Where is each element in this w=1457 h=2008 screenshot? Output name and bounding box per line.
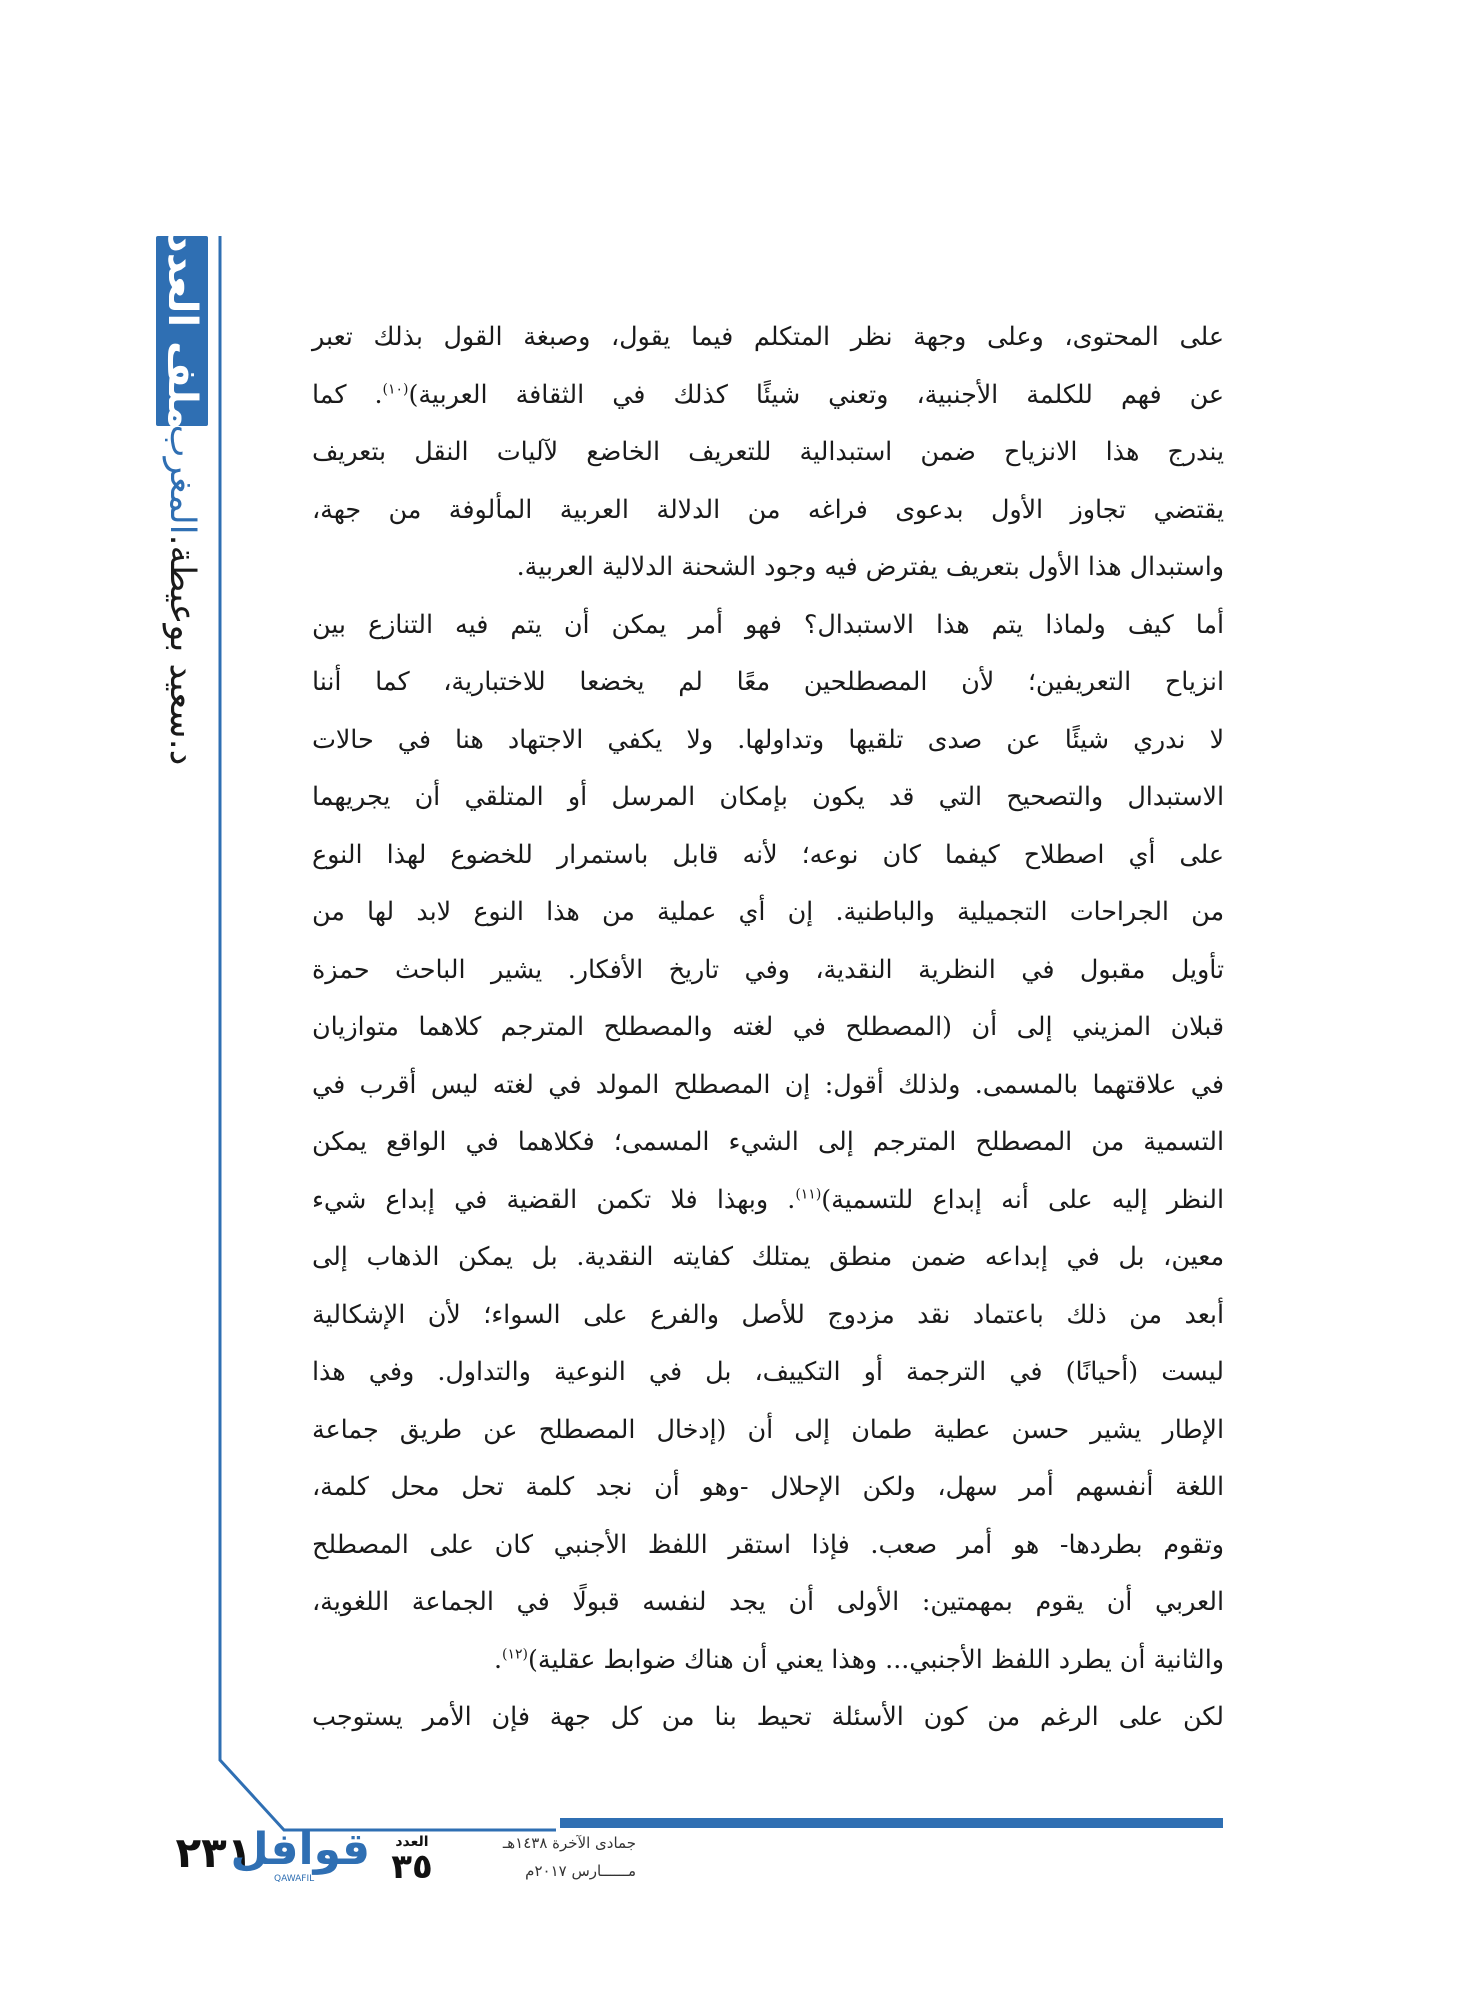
text-line: انزياح التعريفين؛ لأن المصطلحين معًا لم يخضعا للاختبارية، كما أننا [312,667,1224,696]
page-number: ٢٣١ [175,1828,253,1877]
text-line: على أي اصطلاح كيفما كان نوعه؛ لأنه قابل باستمرار للخضوع لهذا النوع [312,839,1224,869]
footer-bar [560,1818,1223,1828]
author-vertical-label [156,424,208,766]
text-line: والثانية أن يطرد اللفظ الأجنبي... وهذا يعني أن هناك ضوابط عقلية)$^{(١٢)}$. [493,1644,1224,1674]
issue-label: العدد [395,1834,429,1850]
text-line: وتقوم بطردها- هو أمر صعب. فإذا استقر اللفظ الأجنبي كان على المصطلح [312,1529,1224,1559]
text-line: واستبدال هذا الأول بتعريف يفترض فيه وجود الشحنة الدلالية العربية. [516,552,1224,581]
date-gregorian: مــــــارس ٢٠١٧م [525,1862,636,1880]
text-line: الاستبدال والتصحيح التي قد يكون بإمكان المرسل أو المتلقي أن يجريهما [312,782,1224,811]
footnote-ref-10: (١٠) [382,381,409,398]
text-line: على المحتوى، وعلى وجهة نظر المتكلم فيما يقول، وصبغة القول بذلك تعبر [312,322,1224,351]
magazine-logo: قوافل [230,1824,370,1875]
text-line: ليست (أحيانًا) في الترجمة أو التكييف، بل في النوعية والتداول. وفي هذا [312,1357,1224,1386]
issue-number: ٣٥ [391,1847,433,1887]
footnote-ref-12: (١٢) [502,1646,529,1663]
date-hijri: جمادى الآخرة ١٤٣٨هـ [502,1834,636,1852]
text-line: أما كيف ولماذا يتم هذا الاستبدال؟ فهو أمر يمكن أن يتم فيه التنازع بين [312,609,1224,639]
author-name: د.سعيد بوعيطة. [162,534,202,766]
text-line: أبعد من ذلك باعتماد نقد مزدوج للأصل والفرع على السواء؛ لأن الإشكالية [312,1299,1224,1329]
text-line: يقتضي تجاوز الأول بدعوى فراغه من الدلالة العربية المألوفة من جهة، [312,494,1224,524]
magazine-logo-latin: QAWAFIL [274,1874,315,1884]
text-line: في علاقتهما بالمسمى. ولذلك أقول: إن المصطلح المولد في لغته ليس أقرب في [312,1069,1224,1099]
text-line: اللغة أنفسهم أمر سهل، ولكن الإحلال -وهو أن نجد كلمة تحل محل كلمة، [312,1472,1224,1501]
text-line: قبلان المزيني إلى أن (المصطلح في لغته والمصطلح المترجم كلاهما متوازيان [312,1012,1224,1041]
article-body [312,308,1224,1778]
section-tab [156,232,208,430]
article-paragraph [312,308,1224,1746]
text-line: عن فهم للكلمة الأجنبية، وتعني شيئًا كذلك في الثقافة العربية)$^{(١٠)}$. كما [312,379,1224,409]
author-country: المغرب [162,424,202,535]
text-line: العربي أن يقوم بمهمتين: الأولى أن يجد لنفسه قبولًا في الجماعة اللغوية، [312,1587,1224,1616]
text-line: لا ندري شيئًا عن صدى تلقيها وتداولها. ولا يكفي الاجتهاد هنا في حالات [312,724,1224,754]
issue-info [372,1834,452,1887]
text-line: تأويل مقبول في النظرية النقدية، وفي تاريخ الأفكار. يشير الباحث حمزة [312,954,1224,984]
text-line: لكن على الرغم من كون الأسئلة تحيط بنا من كل جهة فإن الأمر يستوجب [312,1702,1224,1731]
text-line: معين، بل في إبداعه ضمن منطق يمتلك كفايته النقدية. بل يمكن الذهاب إلى [312,1242,1224,1271]
section-title: ملف العدد [159,232,205,430]
text-line: النظر إليه على أنه إبداع للتسمية)$^{(١١)}$. وبهذا فلا تكمن القضية في إبداع شيء [312,1184,1224,1214]
text-line: التسمية من المصطلح المترجم إلى الشيء المسمى؛ فكلاهما في الواقع يمكن [312,1127,1224,1156]
text-line: يندرج هذا الانزياح ضمن استبدالية للتعريف الخاضع لآليات النقل بتعريف [312,437,1224,466]
text-line: الإطار يشير حسن عطية طمان إلى أن (إدخال المصطلح عن طريق جماعة [312,1414,1224,1444]
footnote-ref-11: (١١) [795,1186,822,1203]
text-line: من الجراحات التجميلية والباطنية. إن أي عملية من هذا النوع لابد لها من [312,897,1224,926]
